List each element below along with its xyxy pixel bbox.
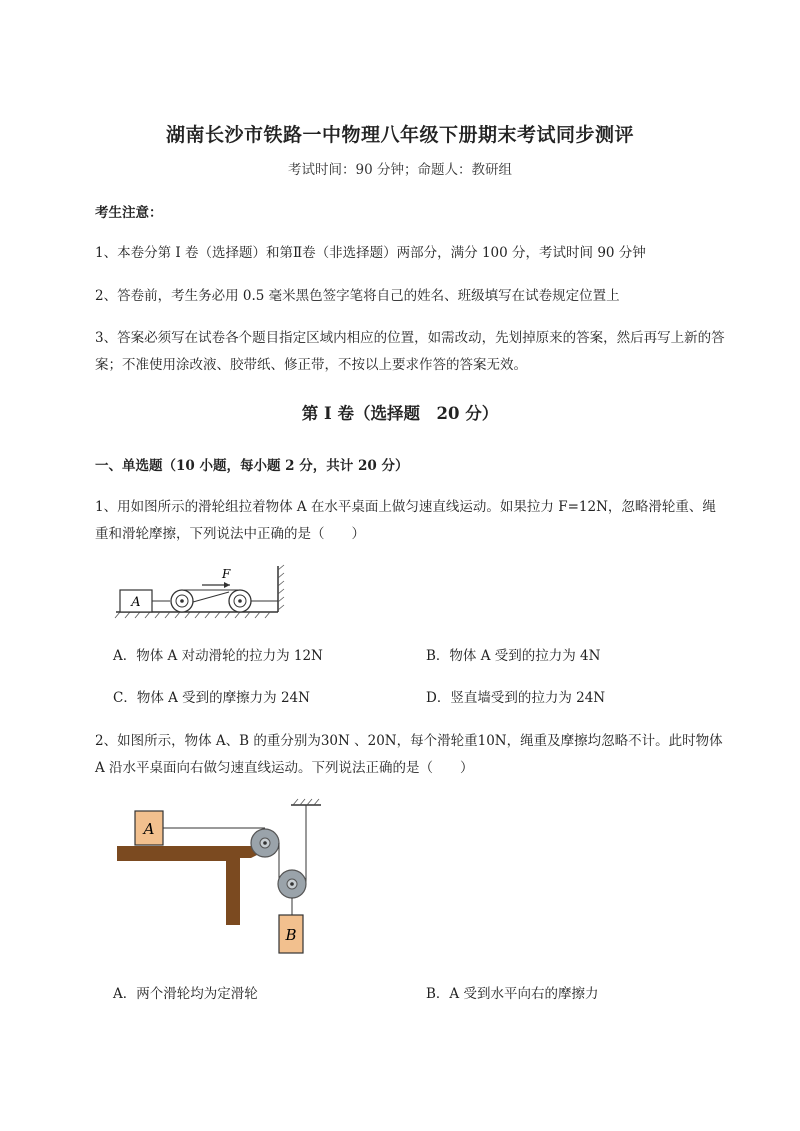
question-2-stem: 2、如图所示，物体 A、B 的重分别为30N 、20N，每个滑轮重10N，绳重及摩擦均忽略不计。此时物体 A 沿水平桌面向右做匀速直线运动。下列说法正确的是（ ） <box>95 733 723 776</box>
notice-item-3: 3、答案必须写在试卷各个题目指定区域内相应的位置，如需改动，先划掉原来的答案，然后再写上新的答案；不准使用涂改液、胶带纸、修正带，不按以上要求作答的答案无效。 <box>95 330 725 373</box>
table <box>117 846 263 925</box>
block-a-label: A <box>131 595 141 610</box>
exam-info: 考试时间：90 分钟；命题人：教研组 <box>288 162 512 178</box>
q1-option-c[interactable]: C．物体 A 受到的摩擦力为 24N <box>113 690 310 706</box>
block-a-label: A <box>143 820 155 838</box>
question-1-stem: 1、用如图所示的滑轮组拉着物体 A 在水平桌面上做匀速直线运动。如果拉力 F=12N，忽略滑轮重、绳重和滑轮摩擦，下列说法中正确的是（ ） <box>95 499 716 542</box>
notice-heading: 考生注意： <box>95 205 163 221</box>
q1-option-d[interactable]: D．竖直墙受到的拉力为 24N <box>426 690 606 706</box>
force-label: F <box>222 567 231 581</box>
figure-2-pulley-system <box>115 795 325 957</box>
q1-option-b[interactable]: B．物体 A 受到的拉力为 4N <box>426 648 601 664</box>
block-b-label: B <box>285 926 297 944</box>
section-title: 第 I 卷（选择题 20 分） <box>301 404 499 423</box>
part-heading: 一、单选题（10 小题，每小题 2 分，共计 20 分） <box>95 458 409 474</box>
notice-item-2: 2、答卷前，考生务必用 0.5 毫米黑色签字笔将自己的姓名、班级填写在试卷规定位置上 <box>95 288 620 304</box>
q1-option-a[interactable]: A．物体 A 对动滑轮的拉力为 12N <box>113 648 323 664</box>
figure-1-pulley-system <box>112 562 287 620</box>
notice-item-1: 1、本卷分第 I 卷（选择题）和第Ⅱ卷（非选择题）两部分，满分 100 分，考试时间 90 分钟 <box>95 245 646 261</box>
q2-option-a[interactable]: A．两个滑轮均为定滑轮 <box>113 986 258 1002</box>
q2-option-b[interactable]: B．A 受到水平向右的摩擦力 <box>426 986 599 1002</box>
page-title: 湖南长沙市铁路一中物理八年级下册期末考试同步测评 <box>165 124 634 146</box>
